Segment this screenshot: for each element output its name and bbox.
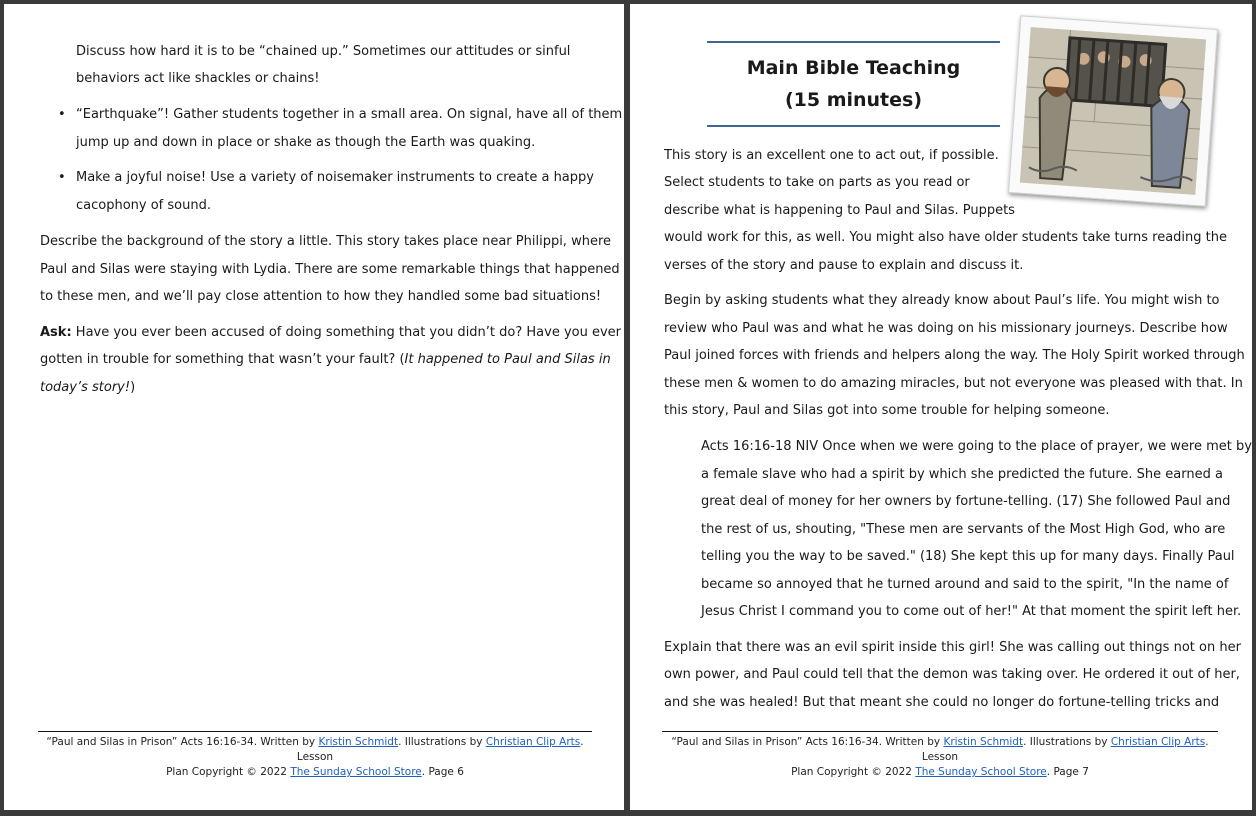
- list-item-line: Make a joyful noise! Use a variety of noisemaker instruments to create a happy: [76, 170, 594, 185]
- store-link[interactable]: The Sunday School Store: [290, 766, 422, 778]
- begin-line: these men & women to do amazing miracles, but not everyone was pleased with that. In: [664, 376, 1243, 391]
- author-link[interactable]: Kristin Schmidt: [943, 736, 1024, 748]
- footer-text: Plan Copyright © 2022: [166, 766, 291, 778]
- author-link[interactable]: Kristin Schmidt: [318, 736, 399, 748]
- page-footer: [38, 735, 592, 780]
- scripture-line: became so annoyed that he turned around and said to the spirit, "In the name of: [701, 577, 1229, 592]
- begin-line: review who Paul was and what he was doing on his missionary journeys. Describe how: [664, 321, 1228, 336]
- footer-text: “Paul and Silas in Prison” Acts 16:16-34. Written by: [46, 736, 319, 748]
- page-left: [4, 4, 624, 810]
- intro-line: Select students to take on parts as you read or: [664, 175, 970, 190]
- explain-line: own power, and Paul could tell that the demon was taking over. He ordered it out of her,: [664, 667, 1240, 682]
- footer-text: Plan Copyright © 2022: [791, 766, 916, 778]
- footer-text: “Paul and Silas in Prison” Acts 16:16-34. Written by: [671, 736, 944, 748]
- begin-line: Begin by asking students what they already know about Paul’s life. You might wish to: [664, 293, 1220, 308]
- section-duration: (15 minutes): [784, 89, 923, 111]
- ask-line: [40, 374, 135, 402]
- ask-text: ): [130, 380, 136, 395]
- list-item: [58, 164, 594, 219]
- section-title-text: Main Bible Teaching: [746, 57, 961, 79]
- ask-text: gotten in trouble for something that wasn’t your fault? (: [40, 352, 405, 367]
- list-item-line: cacophony of sound.: [76, 197, 211, 213]
- illustrator-link[interactable]: Christian Clip Arts: [1110, 736, 1206, 748]
- list-item: [58, 101, 623, 156]
- background-line: Describe the background of the story a little. This story takes place near Philippi, where: [40, 234, 612, 249]
- illustrator-link[interactable]: Christian Clip Arts: [485, 736, 581, 748]
- explain-line: Explain that there was an evil spirit inside this girl! She was calling out things not on her: [664, 640, 1241, 655]
- ask-line: [40, 346, 611, 374]
- intro-line: behaviors act like shackles or chains!: [76, 71, 320, 86]
- explain-line: and she was healed! But that meant she could no longer do fortune-telling tricks and: [664, 695, 1220, 710]
- footer-text: . Lesson: [921, 736, 1209, 763]
- store-link[interactable]: The Sunday School Store: [915, 766, 1047, 778]
- intro-line: Discuss how hard it is to be “chained up.” Sometimes our attitudes or sinful: [76, 44, 571, 59]
- list-item-line: “Earthquake”! Gather students together in a small area. On signal, have all of them: [76, 107, 623, 122]
- footer-divider: [38, 731, 592, 732]
- prison-illustration-icon: [1020, 27, 1206, 195]
- page-number: . Page 6: [421, 766, 464, 778]
- background-line: Paul and Silas were staying with Lydia. There are some remarkable things that happened: [40, 262, 620, 277]
- page-footer: [662, 735, 1218, 780]
- ask-label: Ask:: [40, 325, 72, 340]
- list-item-line: jump up and down in place or shake as though the Earth was quaking.: [76, 134, 536, 150]
- footer-text: . Illustrations by: [1023, 736, 1111, 748]
- intro-line: verses of the story and pause to explain and discuss it.: [664, 258, 1024, 273]
- ask-italic-text: It happened to Paul and Silas in: [404, 352, 611, 367]
- begin-line: this story, Paul and Silas got into some trouble for helping someone.: [664, 403, 1110, 418]
- scripture-line: the rest of us, shouting, "These men are servants of the Most High God, who are: [701, 522, 1226, 537]
- ask-line: [40, 319, 621, 347]
- page-number: . Page 7: [1046, 766, 1089, 778]
- footer-text: . Lesson: [296, 736, 584, 763]
- scripture-line: telling you the way to be saved." (18) She kept this up for many days. Finally Paul: [701, 549, 1235, 564]
- footer-divider: [662, 731, 1218, 732]
- intro-line: would work for this, as well. You might also have older students take turns reading the: [664, 230, 1227, 245]
- page-right: [630, 4, 1252, 810]
- bullet-icon: •: [58, 107, 66, 122]
- footer-text: . Illustrations by: [398, 736, 486, 748]
- intro-line: This story is an excellent one to act out, if possible.: [664, 148, 999, 163]
- scripture-line: great deal of money for her owners by fortune-telling. (17) She followed Paul and: [701, 494, 1231, 509]
- scripture-line: Acts 16:16-18 NIV Once when we were going to the place of prayer, we were met by: [701, 439, 1252, 454]
- ask-italic-text: today’s story!: [40, 380, 131, 395]
- begin-line: Paul joined forces with friends and helpers along the way. The Holy Spirit worked through: [664, 348, 1245, 363]
- ask-text: Have you ever been accused of doing something that you didn’t do? Have you ever: [75, 325, 622, 340]
- intro-line: describe what is happening to Paul and Silas. Puppets: [664, 203, 1015, 218]
- section-title: [707, 41, 1000, 127]
- illustration-frame: [1008, 15, 1218, 206]
- background-line: to these men, and we’ll pay close attention to how they handled some bad situations!: [40, 289, 602, 304]
- scripture-line: Jesus Christ I command you to come out of her!" At that moment the spirit left her.: [701, 604, 1242, 619]
- bullet-icon: •: [58, 170, 66, 185]
- scripture-line: a female slave who had a spirit by which she predicted the future. She earned a: [701, 467, 1223, 482]
